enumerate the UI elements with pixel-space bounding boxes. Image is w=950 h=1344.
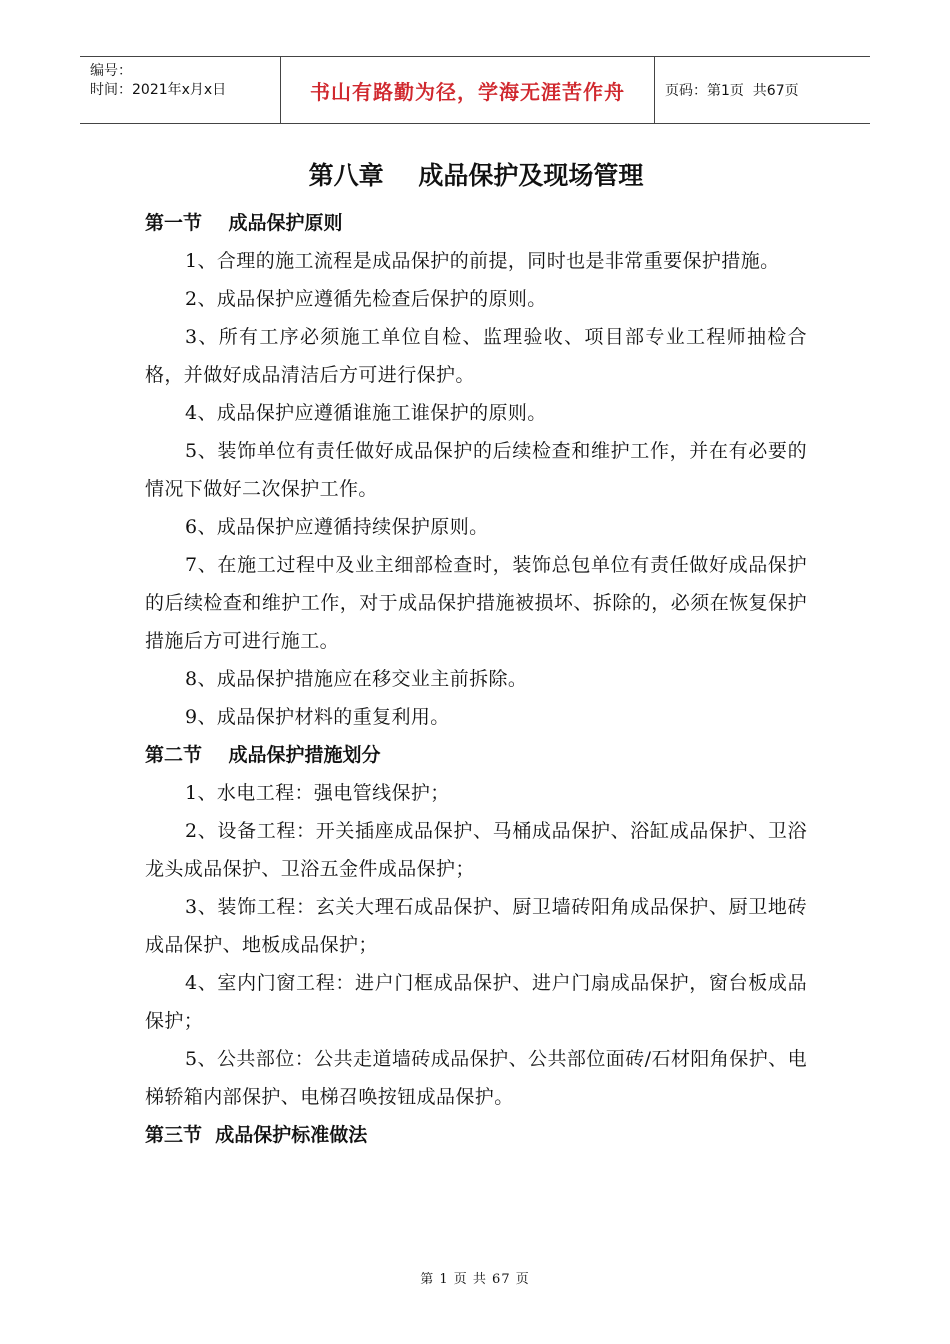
header-slogan: 书山有路勤为径，学海无涯苦作舟 bbox=[281, 57, 655, 123]
paragraph: 5、装饰单位有责任做好成品保护的后续检查和维护工作，并在有必要的情况下做好二次保护工作。 bbox=[145, 440, 807, 500]
header-meta bbox=[80, 57, 281, 123]
header-page-label: 页码：第1页 共67页 bbox=[665, 83, 799, 99]
document-body bbox=[145, 150, 807, 1154]
document-date-label: 时间：2021年x月x日 bbox=[90, 82, 227, 98]
document-number-label: 编号： bbox=[90, 63, 132, 79]
chapter-title: 第八章 成品保护及现场管理 bbox=[308, 161, 644, 190]
paragraph: 4、室内门窗工程：进户门框成品保护、进户门扇成品保护，窗台板成品保护； bbox=[145, 972, 807, 1032]
paragraph: 3、装饰工程：玄关大理石成品保护、厨卫墙砖阳角成品保护、厨卫地砖成品保护、地板成品保护； bbox=[145, 896, 807, 956]
paragraph: 2、设备工程：开关插座成品保护、马桶成品保护、浴缸成品保护、卫浴龙头成品保护、卫浴五金件成品保护； bbox=[145, 820, 807, 880]
paragraph: 4、成品保护应遵循谁施工谁保护的原则。 bbox=[185, 402, 547, 424]
paragraph: 6、成品保护应遵循持续保护原则。 bbox=[185, 516, 489, 538]
header-page-info bbox=[655, 57, 870, 123]
paragraph: 8、成品保护措施应在移交业主前拆除。 bbox=[185, 668, 528, 690]
paragraph: 3、所有工序必须施工单位自检、监理验收、项目部专业工程师抽检合格，并做好成品清洁后方可进行保护。 bbox=[145, 326, 807, 386]
paragraph: 7、在施工过程中及业主细部检查时，装饰总包单位有责任做好成品保护的后续检查和维护工作，对于成品保护措施被损坏、拆除的，必须在恢复保护措施后方可进行施工。 bbox=[145, 554, 807, 652]
paragraph: 2、成品保护应遵循先检查后保护的原则。 bbox=[185, 288, 547, 310]
page-header bbox=[80, 56, 870, 124]
page-footer: 第 1 页 共 67 页 bbox=[420, 1272, 530, 1287]
paragraph: 5、公共部位：公共走道墙砖成品保护、公共部位面砖/石材阳角保护、电梯轿箱内部保护、电梯召唤按钮成品保护。 bbox=[145, 1048, 807, 1108]
section-title: 第一节 成品保护原则 bbox=[145, 212, 343, 234]
paragraph: 1、合理的施工流程是成品保护的前提，同时也是非常重要保护措施。 bbox=[185, 250, 780, 272]
paragraph: 1、水电工程：强电管线保护； bbox=[185, 782, 450, 804]
paragraph: 9、成品保护材料的重复利用。 bbox=[185, 706, 450, 728]
section-title: 第三节 成品保护标准做法 bbox=[145, 1124, 368, 1146]
section-title: 第二节 成品保护措施划分 bbox=[145, 744, 381, 766]
